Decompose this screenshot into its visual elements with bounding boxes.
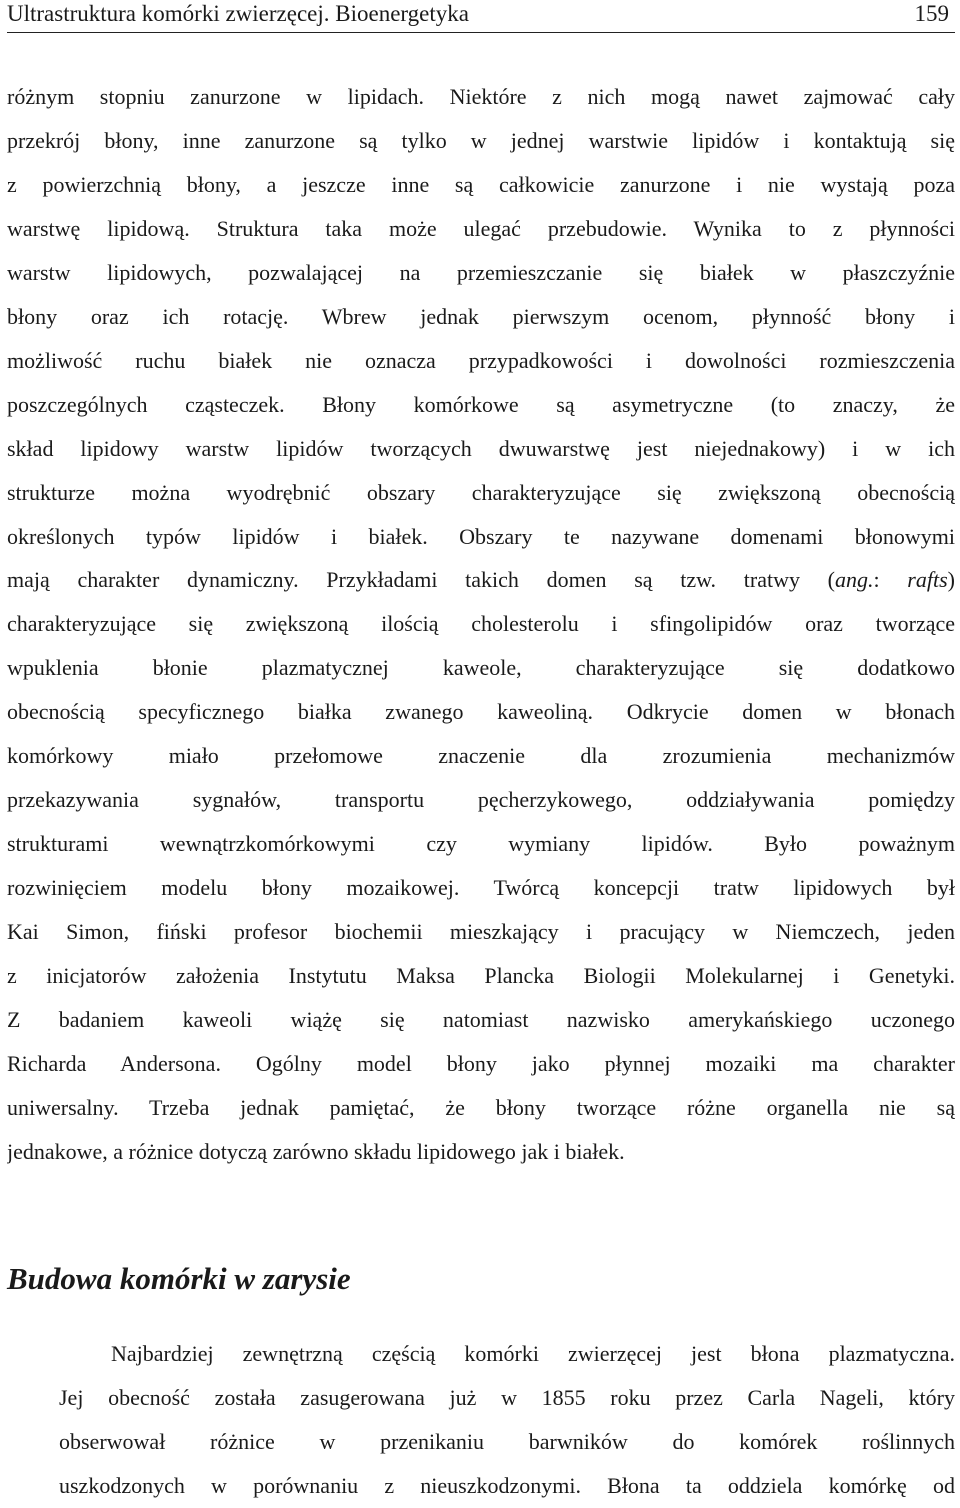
body-paragraph — [7, 75, 955, 1174]
text-line: różnym stopniu zanurzone w lipidach. Niektóre z nich mogą nawet zajmować cały — [7, 84, 955, 109]
text-line: Z badaniem kaweoli wiążę się natomiast nazwisko amerykańskiego uczonego — [7, 1007, 955, 1033]
text-line: poszczególnych cząsteczek. Błony komórkowe są asymetryczne (to znaczy, że — [7, 391, 955, 417]
text-line: obecnością specyficznego białka zwanego kaweoliną. Odkrycie domen w błonach — [7, 699, 955, 725]
text-segment: mają charakter dynamiczny. Przykładami takich domen są tzw. tratwy ( — [7, 567, 835, 593]
text-line-with-italic-term — [7, 558, 955, 602]
text-line: z powierzchnią błony, a jeszcze inne są całkowicie zanurzone i nie wystają poza — [7, 171, 955, 197]
text-line: warstwę lipidową. Struktura taka może ulegać przebudowie. Wynika to z płynności — [7, 215, 955, 241]
text-line: przekrój błony, inne zanurzone są tylko w jednej warstwie lipidów i kontaktują się — [7, 127, 955, 153]
text-line: Najbardziej zewnętrzną częścią komórki zwierzęcej jest błona plazmatyczna. — [111, 1340, 955, 1366]
document-page — [7, 0, 955, 1508]
body-paragraph — [7, 1332, 955, 1508]
text-line: Jej obecność została zasugerowana już w 1855 roku przez Carla Nageli, który — [59, 1384, 955, 1410]
text-line: komórkowy miało przełomowe znaczenie dla zrozumienia mechanizmów — [7, 743, 955, 769]
text-line: charakteryzujące się zwiększoną ilością cholesterolu i sfingolipidów oraz tworzące — [7, 611, 955, 637]
text-line: wpuklenia błonie plazmatycznej kaweole, charakteryzujące się dodatkowo — [7, 655, 955, 681]
page-number: 159 — [914, 1, 949, 26]
text-line: strukturze można wyodrębnić obszary charakteryzujące się zwiększoną obecnością — [7, 479, 955, 505]
section-heading: Budowa komórki w zarysie — [7, 1260, 351, 1296]
running-header — [7, 0, 955, 33]
running-header-title: Ultrastruktura komórki zwierzęcej. Bioenergetyka — [7, 1, 469, 26]
text-line: rozwinięciem modelu błony mozaikowej. Twórcą koncepcji tratw lipidowych był — [7, 875, 955, 901]
text-line: strukturami wewnątrzkomórkowymi czy wymiany lipidów. Było poważnym — [7, 831, 955, 857]
text-segment: ) — [947, 567, 955, 593]
text-line: jednakowe, a różnice dotyczą zarówno składu lipidowego jak i białek. — [7, 1138, 625, 1164]
text-line: obserwował różnice w przenikaniu barwników do komórek roślinnych — [59, 1428, 955, 1454]
text-line: uszkodzonych w porównaniu z nieuszkodzonymi. Błona ta oddziela komórkę od — [59, 1472, 955, 1498]
text-segment: : — [873, 567, 908, 593]
text-line: Kai Simon, fiński profesor biochemii mieszkający i pracujący w Niemczech, jeden — [7, 919, 955, 945]
italic-term: rafts — [907, 567, 948, 593]
text-line: możliwość ruchu białek nie oznacza przypadkowości i dowolności rozmieszczenia — [7, 347, 955, 373]
text-line: z inicjatorów założenia Instytutu Maksa Plancka Biologii Molekularnej i Genetyki. — [7, 963, 955, 989]
text-line: przekazywania sygnałów, transportu pęcherzykowego, oddziaływania pomiędzy — [7, 787, 955, 813]
text-line: błony oraz ich rotację. Wbrew jednak pierwszym ocenom, płynność błony i — [7, 303, 955, 329]
text-line: Richarda Andersona. Ogólny model błony jako płynnej mozaiki ma charakter — [7, 1050, 955, 1076]
text-line: uniwersalny. Trzeba jednak pamiętać, że błony tworzące różne organella nie są — [7, 1094, 955, 1120]
italic-term: ang. — [834, 567, 874, 593]
text-line: skład lipidowy warstw lipidów tworzących dwuwarstwę jest niejednakowy) i w ich — [7, 435, 955, 461]
text-line: warstw lipidowych, pozwalającej na przemieszczanie się białek w płaszczyźnie — [7, 259, 955, 285]
text-line: określonych typów lipidów i białek. Obszary te nazywane domenami błonowymi — [7, 523, 955, 549]
